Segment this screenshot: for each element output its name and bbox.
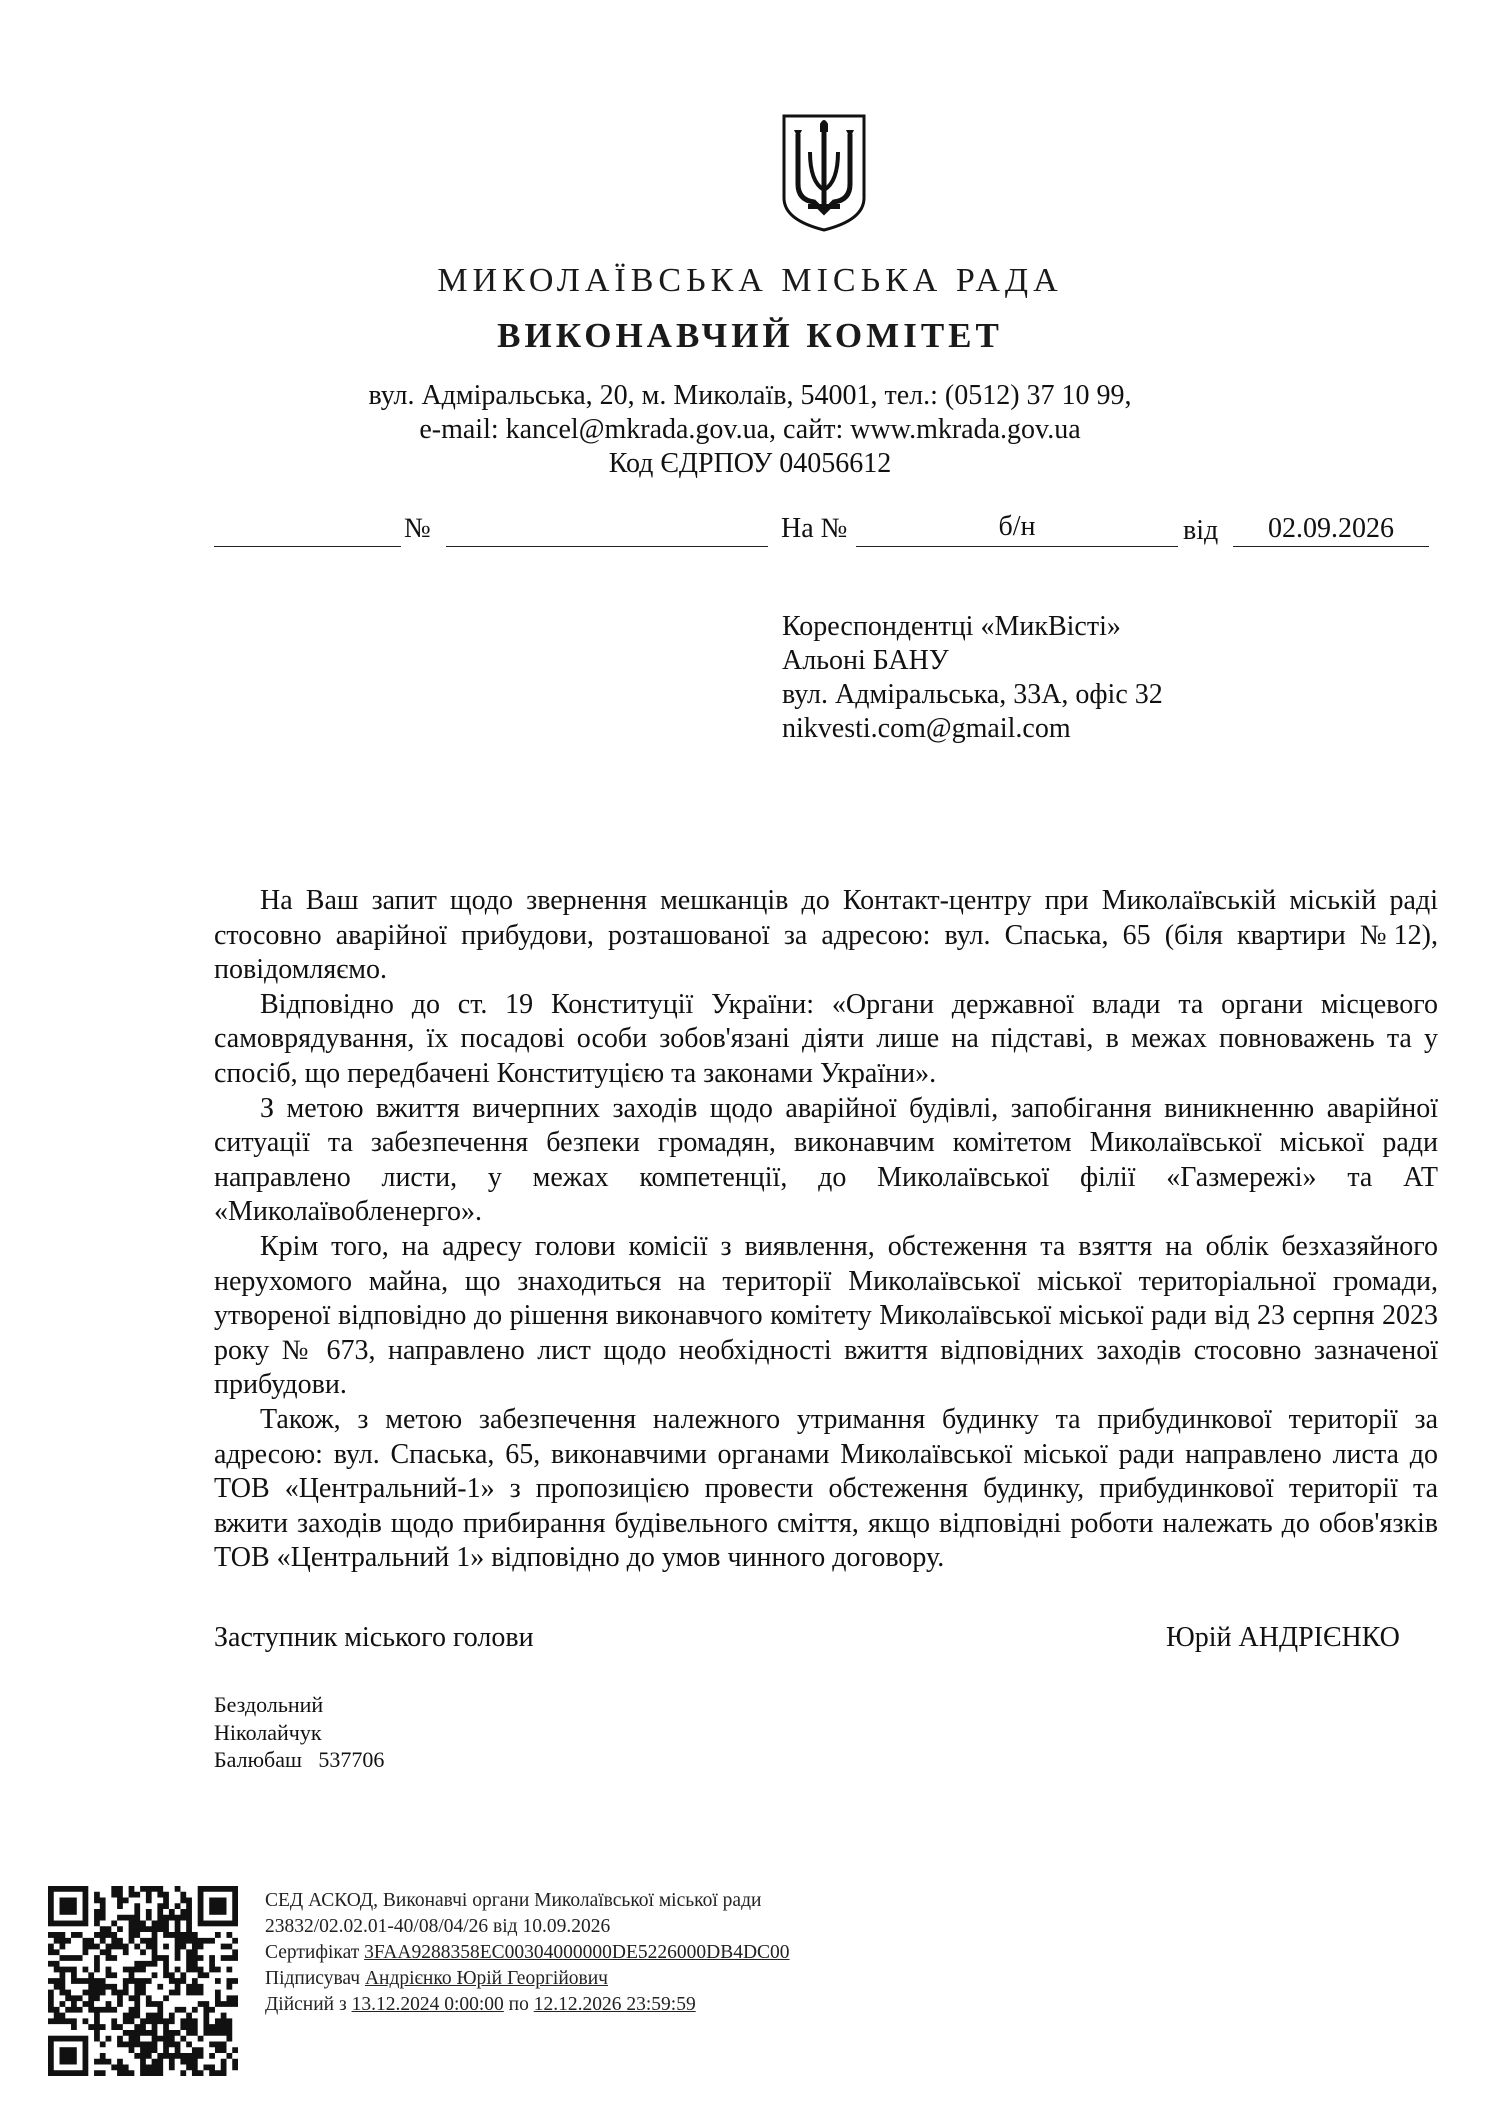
paragraph-2: Відповідно до ст. 19 Конституції України: «Органи державної влади та органи місцевого самоврядування, їх посадові особи зобов'язані діяти лише на підставі, в межах повноважень та у спосіб, що передбачені Конституцією та законами України». — [214, 988, 1438, 1089]
qr-finder-pattern — [51, 2039, 86, 2074]
executor-2: Ніколайчук — [214, 1719, 322, 1745]
validity-prefix: Дійсний з — [265, 1994, 352, 2015]
contact-line: e-mail: kancel@mkrada.gov.ua, сайт: www.mkrada.gov.ua — [419, 414, 1081, 445]
signer-label: Підписувач — [265, 1968, 365, 1989]
outgoing-date-line — [214, 546, 401, 547]
stamp-signer — [265, 1966, 790, 1992]
executor-1: Бездольний — [214, 1692, 324, 1717]
reply-number-line — [856, 546, 1178, 547]
signer-name: Юрій АНДРІЄНКО — [1166, 1622, 1400, 1653]
paragraph-4: Крім того, на адресу голови комісії з виявлення, обстеження та взяття на облік безхазяйного нерухомого майна, що знаходиться на території Миколаївської міської територіальної громади, утвореної відповідно до рішення виконавчого комітету Миколаївської міської ради від 23 серпня 2023 року № 673, направлено лист щодо необхідності вжиття відповідних заходів стосовно зазначеної прибудови. — [214, 1230, 1438, 1401]
recipient-email: nikvesti.com@gmail.com — [782, 713, 1071, 744]
reply-number-label: На № — [781, 513, 848, 544]
stamp-validity — [265, 1992, 790, 2018]
reply-number-value: б/н — [998, 511, 1036, 542]
letter-body — [214, 884, 1438, 1576]
recipient-address: вул. Адміральська, 33А, офіс 32 — [782, 679, 1163, 710]
qr-finder-pattern — [51, 1889, 86, 1924]
paragraph-5: Також, з метою забезпечення належного утримання будинку та прибудинкової території за адресою: вул. Спаська, 65, виконавчими органами Миколаївської міської ради направлено листа до ТОВ «Центральний-1» з пропозицією провести обстеження будинку, прибудинкової території та вжити заходів щодо прибирання будівельного сміття, якщо відповідні роботи належать до обов'язків ТОВ «Центральний 1» відповідно до умов чинного договору. — [214, 1403, 1438, 1574]
outgoing-number-label: № — [404, 513, 431, 544]
signer-position: Заступник міського голови — [214, 1622, 534, 1653]
certificate-value: 3FAA9288358EC00304000000DE5226000DB4DC00 — [364, 1942, 790, 1963]
outgoing-number-line — [446, 546, 768, 547]
stamp-certificate — [265, 1940, 790, 1966]
paragraph-1: На Ваш запит щодо звернення мешканців до Контакт-центру при Миколаївській міській раді стосовно аварійної прибудови, розташованої за адресою: вул. Спаська, 65 (біля квартири №12), повідомляємо. — [214, 885, 1438, 986]
certificate-label: Сертифікат — [265, 1942, 365, 1963]
recipient-name: Альоні БАНУ — [782, 645, 949, 676]
paragraph-3: З метою вжиття вичерпних заходів щодо аварійної будівлі, запобігання виникненню аварійної ситуації та забезпечення безпеки громадян, виконавчим комітетом Миколаївської міської ради направлено листи, у межах компетенції, до Миколаївської філії «Газмережі» та АТ «Миколаївобленерго». — [214, 1092, 1438, 1228]
date-label: від — [1183, 515, 1219, 546]
date-line — [1233, 546, 1429, 547]
coat-of-arms-icon — [780, 112, 868, 234]
recipient-title: Кореспондентці «МикВісті» — [782, 611, 1121, 642]
date-value: 02.09.2026 — [1268, 513, 1394, 544]
qr-code-icon — [48, 1886, 238, 2076]
qr-finder-pattern — [201, 1889, 236, 1924]
edrpou-code: Код ЄДРПОУ 04056612 — [608, 448, 892, 479]
valid-from: 13.12.2024 0:00:00 — [351, 1994, 504, 2015]
stamp-registration: 23832/02.02.01-40/08/04/26 від 10.09.2026 — [265, 1916, 611, 1937]
stamp-system: СЕД АСКОД, Виконавчі органи Миколаївської міської ради — [265, 1890, 762, 1911]
validity-separator: по — [503, 1994, 534, 2015]
address-line: вул. Адміральська, 20, м. Миколаїв, 54001, тел.: (0512) 37 10 99, — [368, 380, 1132, 411]
e-signature-stamp — [265, 1888, 790, 2018]
committee-title: ВИКОНАВЧИЙ КОМІТЕТ — [497, 316, 1003, 355]
valid-to: 12.12.2026 23:59:59 — [533, 1994, 696, 2015]
executors-list — [214, 1691, 384, 1774]
executor-3: Балюбаш 537706 — [214, 1747, 385, 1772]
council-title: МИКОЛАЇВСЬКА МІСЬКА РАДА — [437, 262, 1063, 299]
signer-value: Андрієнко Юрій Георгійович — [364, 1968, 608, 1989]
